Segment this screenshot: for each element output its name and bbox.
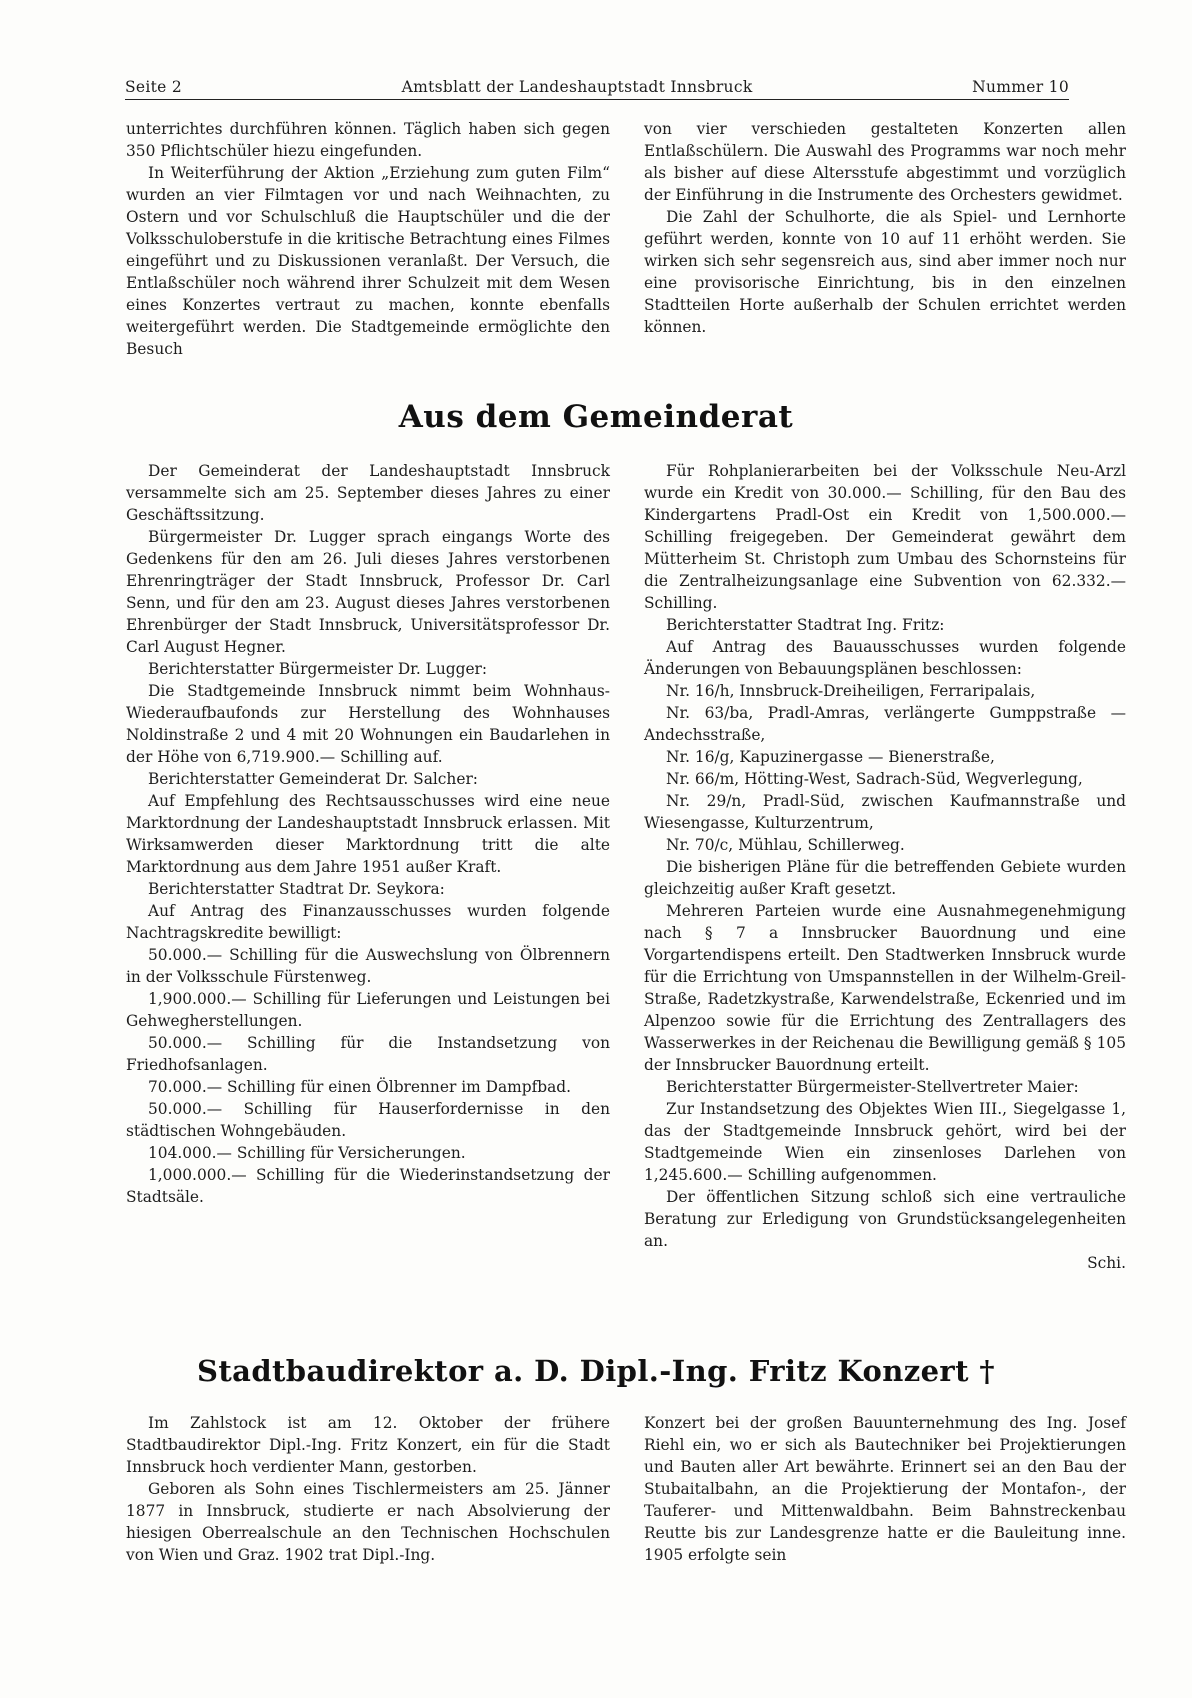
paragraph: Auf Empfehlung des Rechtsausschusses wird eine neue Marktordnung der Landeshauptstadt Innsbruck erlassen. Mit Wirksamwerden dieser Marktordnung tritt die alte Marktordnung aus dem Jahre 1951 außer Kraft. [126, 792, 610, 876]
section-heading-gemeinderat: Aus dem Gemeinderat [398, 399, 794, 435]
author-signature: Schi. [1087, 1254, 1126, 1272]
credit-item: 50.000.— Schilling für die Auswechslung von Ölbrennern in der Volksschule Fürstenweg. [126, 946, 610, 986]
reporter-line: Berichterstatter Bürgermeister-Stellvertreter Maier: [666, 1078, 1079, 1096]
reporter-line: Berichterstatter Bürgermeister Dr. Lugger: [148, 660, 488, 678]
paragraph: Zur Instandsetzung des Objektes Wien III., Siegelgasse 1, das der Stadtgemeinde Innsbruck gehört, wird bei der Stadtgemeinde Wien ein zinsenloses Darlehen von 1,245.600.— Schilling aufgenommen. [644, 1100, 1126, 1184]
reporter-line: Berichterstatter Stadtrat Ing. Fritz: [666, 616, 945, 634]
section-heading-obituary: Stadtbaudirektor a. D. Dipl.-Ing. Fritz Konzert † [197, 1354, 995, 1388]
paragraph: Konzert bei der großen Bauunternehmung des Ing. Josef Riehl ein, wo er sich als Bautechniker bei Projektierungen und Bauten aller Art bewährte. Erinnert sei an den Bau der Stubaitalbahn, an die Projektierung der Montafon-, der Tauferer- und Mittenwaldbahn. Beim Bahnstreckenbau Reutte bis zur Landesgrenze hatte er die Bauleitung inne. 1905 erfolgte sein [644, 1414, 1126, 1564]
paragraph: In Weiterführung der Aktion „Erziehung zum guten Film“ wurden an vier Filmtagen vor und nach Weihnachten, zu Ostern und vor Schulschluß die Hauptschüler und die der Volksschuloberstufe in die kritische Betrachtung eines Filmes eingeführt und zu Diskussionen veranlaßt. Der Versuch, die Entlaßschüler noch während ihrer Schulzeit mit dem Wesen eines Konzertes vertraut zu machen, konnte ebenfalls weitergeführt werden. Die Stadtgemeinde ermöglichte den Besuch [126, 164, 610, 358]
paragraph: Der öffentlichen Sitzung schloß sich eine vertrauliche Beratung zur Erledigung von Grundstücksangelegenheiten an. [644, 1188, 1126, 1250]
credit-item: 1,900.000.— Schilling für Lieferungen und Leistungen bei Gehwegherstellungen. [126, 990, 610, 1030]
paragraph: Die bisherigen Pläne für die betreffenden Gebiete wurden gleichzeitig außer Kraft gesetzt. [644, 858, 1126, 898]
paragraph: Auf Antrag des Bauausschusses wurden folgende Änderungen von Bebauungsplänen beschlossen: [644, 638, 1126, 678]
credit-item: 70.000.— Schilling für einen Ölbrenner im Dampfbad. [148, 1078, 572, 1096]
obituary-left-column [126, 1412, 610, 1566]
paragraph: Die Stadtgemeinde Innsbruck nimmt beim Wohnhaus-Wiederaufbaufonds zur Herstellung des Wohnhauses Noldinstraße 2 und 4 mit 20 Wohnungen ein Baudarlehen in der Höhe von 6,719.900.— Schilling auf. [126, 682, 610, 766]
header-rule [125, 99, 1069, 100]
credit-item: 1,000.000.— Schilling für die Wiederinstandsetzung der Stadtsäle. [126, 1166, 610, 1206]
obituary-right-column [644, 1412, 1126, 1566]
paragraph: Der Gemeinderat der Landeshauptstadt Innsbruck versammelte sich am 25. September dieses Jahres zu einer Geschäftssitzung. [126, 462, 610, 524]
paragraph: Die Zahl der Schulhorte, die als Spiel- und Lernhorte geführt werden, konnte von 10 auf 11 erhöht werden. Sie wirken sich sehr segensreich aus, sind aber immer noch nur eine provisorische Einrichtung, bis in den einzelnen Stadtteilen Horte außerhalb der Schulen errichtet werden können. [644, 208, 1126, 336]
plan-item: Nr. 16/g, Kapuzinergasse — Bienerstraße, [666, 748, 995, 766]
publication-title: Amtsblatt der Landeshauptstadt Innsbruck [401, 78, 753, 96]
paragraph: Auf Antrag des Finanzausschusses wurden folgende Nachtragskredite bewilligt: [126, 902, 610, 942]
plan-item: Nr. 29/n, Pradl-Süd, zwischen Kaufmannstraße und Wiesengasse, Kulturzentrum, [644, 792, 1126, 832]
paragraph: von vier verschieden gestalteten Konzerten allen Entlaßschülern. Die Auswahl des Programms war noch mehr als bisher auf diese Altersstufe abgestimmt und vorzüglich der Einführung in die Instrumente des Orchesters gewidmet. [644, 120, 1126, 204]
gemeinderat-left-column [126, 460, 610, 1208]
paragraph: unterrichtes durchführen können. Täglich haben sich gegen 350 Pflichtschüler hiezu eingefunden. [126, 120, 610, 160]
plan-item: Nr. 16/h, Innsbruck-Dreiheiligen, Ferraripalais, [666, 682, 1036, 700]
paragraph: Bürgermeister Dr. Lugger sprach eingangs Worte des Gedenkens für den am 26. Juli dieses Jahres verstorbenen Ehrenringträger der Stadt Innsbruck, Professor Dr. Carl Senn, und für den am 23. August dieses Jahres verstorbenen Ehrenbürger der Stadt Innsbruck, Universitätsprofessor Dr. Carl August Hegner. [126, 528, 610, 656]
top-right-column [644, 118, 1126, 338]
top-left-column [126, 118, 610, 360]
reporter-line: Berichterstatter Stadtrat Dr. Seykora: [148, 880, 445, 898]
plan-item: Nr. 66/m, Hötting-West, Sadrach-Süd, Wegverlegung, [666, 770, 1083, 788]
credit-item: 50.000.— Schilling für die Instandsetzung von Friedhofsanlagen. [126, 1034, 610, 1074]
paragraph: Für Rohplanierarbeiten bei der Volksschule Neu-Arzl wurde ein Kredit von 30.000.— Schilling, für den Bau des Kindergartens Pradl-Ost ein Kredit von 1,500.000.— Schilling freigegeben. Der Gemeinderat gewährt dem Mütterheim St. Christoph zum Umbau des Schornsteins für die Zentralheizungsanlage eine Subvention von 62.332.— Schilling. [644, 462, 1126, 612]
paragraph: Mehreren Parteien wurde eine Ausnahmegenehmigung nach § 7 a Innsbrucker Bauordnung und eine Vorgartendispens erteilt. Den Stadtwerken Innsbruck wurde für die Errichtung von Umspannstellen in der Wilhelm-Greil-Straße, Radetzkystraße, Karwendelstraße, Eckenried und im Alpenzoo sowie für die Errichtung des Zentrallagers des Wasserwerkes in der Reichenau die Bewilligung gemäß § 105 der Innsbrucker Bauordnung erteilt. [644, 902, 1126, 1074]
reporter-line: Berichterstatter Gemeinderat Dr. Salcher: [148, 770, 478, 788]
paragraph: Geboren als Sohn eines Tischlermeisters am 25. Jänner 1877 in Innsbruck, studierte er nach Absolvierung der hiesigen Oberrealschule an den Technischen Hochschulen von Wien und Graz. 1902 trat Dipl.-Ing. [126, 1480, 610, 1564]
plan-item: Nr. 70/c, Mühlau, Schillerweg. [666, 836, 905, 854]
page-number: Seite 2 [125, 78, 183, 96]
issue-number: Nummer 10 [972, 78, 1069, 96]
paragraph: Im Zahlstock ist am 12. Oktober der frühere Stadtbaudirektor Dipl.-Ing. Fritz Konzert, ein für die Stadt Innsbruck hoch verdienter Mann, gestorben. [126, 1414, 610, 1476]
plan-item: Nr. 63/ba, Pradl-Amras, verlängerte Gumppstraße —Andechsstraße, [644, 704, 1126, 744]
page-header [125, 72, 1069, 96]
credit-item: 50.000.— Schilling für Hauserfordernisse in den städtischen Wohngebäuden. [126, 1100, 610, 1140]
credit-item: 104.000.— Schilling für Versicherungen. [148, 1144, 466, 1162]
gemeinderat-right-column [644, 460, 1126, 1274]
